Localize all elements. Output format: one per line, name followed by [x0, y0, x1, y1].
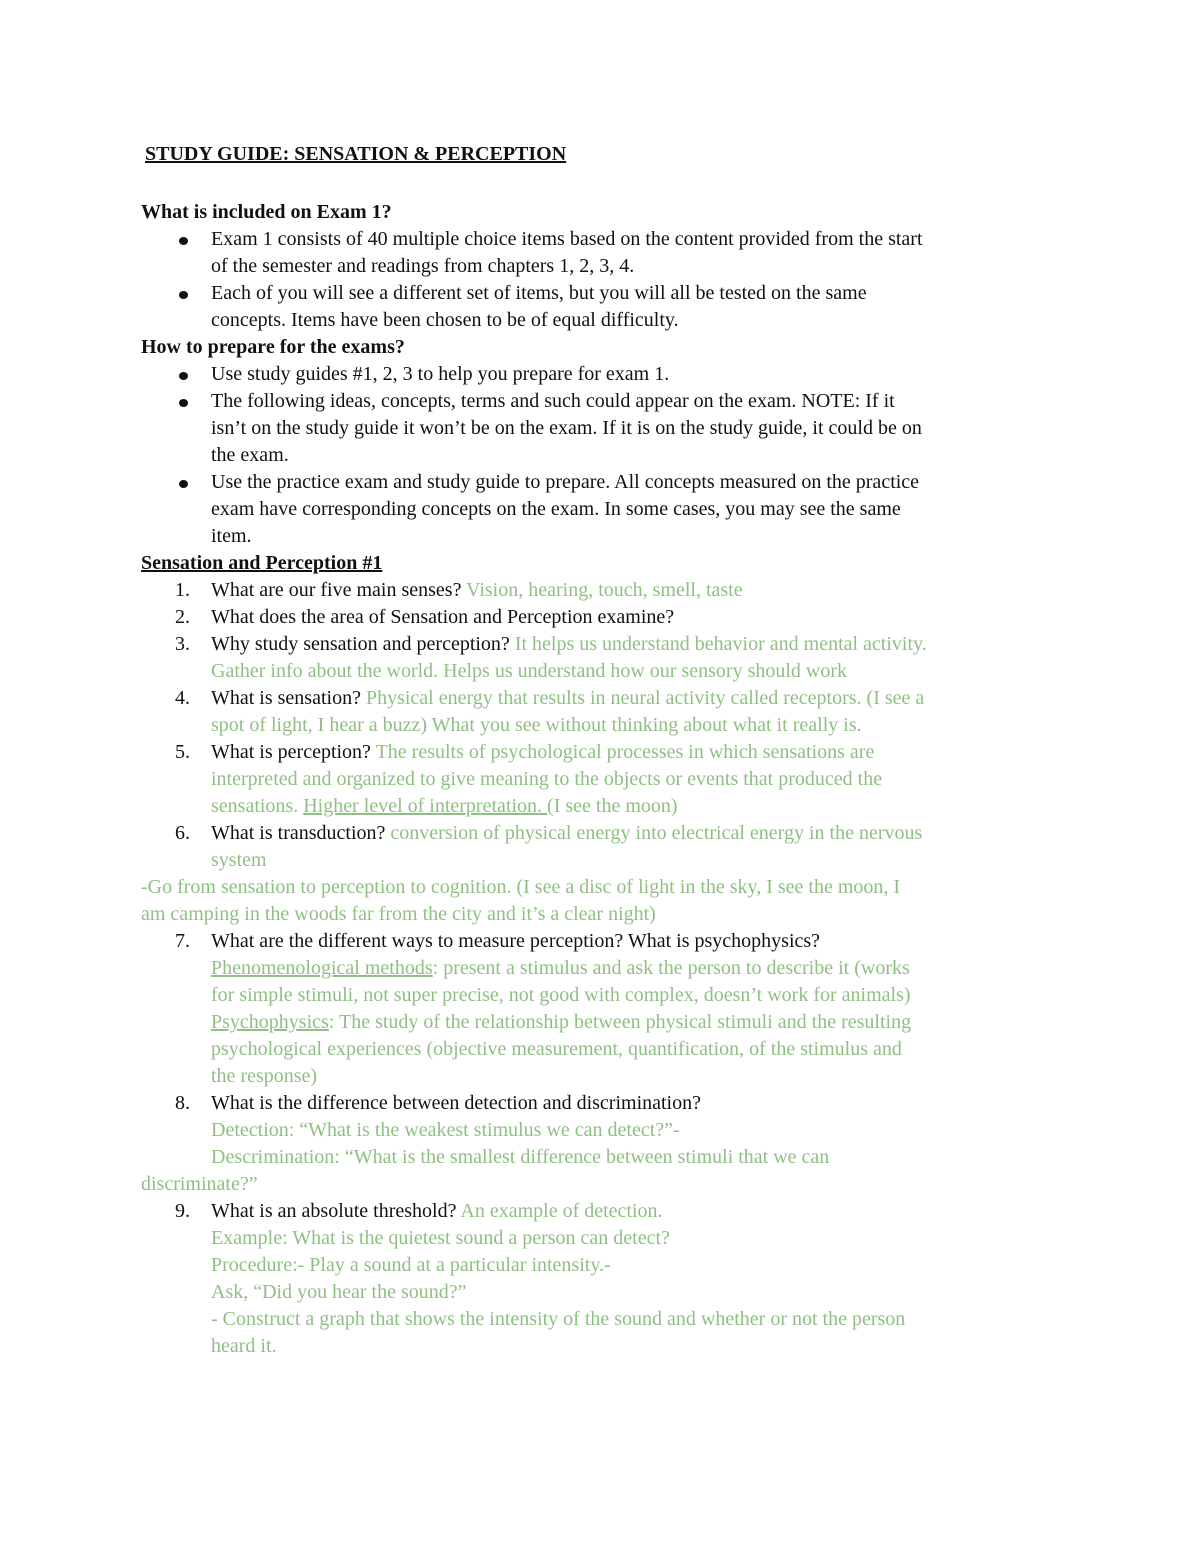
document-body — [141, 141, 1061, 1360]
question-4 — [141, 685, 1061, 739]
bullet-item — [141, 388, 1061, 469]
bullet-text: concepts. Items have been chosen to be of equal difficulty. — [211, 309, 679, 331]
bullet-item — [141, 469, 1061, 550]
bullet-icon — [179, 237, 188, 245]
answer-text: Detection: “What is the weakest stimulus we can detect?”- — [211, 1119, 680, 1141]
question-text: What is transduction? — [211, 822, 391, 844]
bullet-text: of the semester and readings from chapters 1, 2, 3, 4. — [211, 255, 635, 277]
question-text: What is an absolute threshold? — [211, 1200, 461, 1222]
note-text: -Go from sensation to perception to cognition. (I see a disc of light in the sky, I see the moon, I — [141, 876, 901, 898]
question-text: What is the difference between detection and discrimination? — [211, 1092, 701, 1114]
bullet-text: exam have corresponding concepts on the exam. In some cases, you may see the same — [211, 498, 901, 520]
question-text: What is sensation? — [211, 687, 366, 709]
bullet-text: Each of you will see a different set of items, but you will all be tested on the same — [211, 282, 867, 304]
bullet-icon — [179, 291, 188, 299]
question-number: 4. — [175, 687, 190, 709]
bullet-icon — [179, 480, 188, 488]
answer-text: : The study of the relationship between physical stimuli and the resulting — [328, 1011, 912, 1033]
answer-text: (I see the moon) — [547, 795, 678, 817]
bullet-text: Use study guides #1, 2, 3 to help you prepare for exam 1. — [211, 363, 670, 385]
bullet-icon — [179, 399, 188, 407]
answer-text: The results of psychological processes in which sensations are — [375, 741, 875, 763]
bullet-text: The following ideas, concepts, terms and such could appear on the exam. NOTE: If it — [211, 390, 895, 412]
answer-text: : present a stimulus and ask the person to describe it (works — [432, 957, 910, 979]
answer-text: Example: What is the quietest sound a person can detect? — [211, 1227, 670, 1249]
question-text: What is perception? — [211, 741, 376, 763]
bullet-item — [141, 361, 1061, 388]
question-6 — [141, 820, 1061, 874]
page-title: STUDY GUIDE: SENSATION & PERCEPTION — [145, 143, 567, 165]
answer-text: sensations. — [211, 795, 304, 817]
answer-text: Procedure:- Play a sound at a particular intensity.- — [211, 1254, 611, 1276]
bullet-icon — [179, 372, 188, 380]
answer-text: Physical energy that results in neural activity called receptors. (I see a — [365, 687, 925, 709]
bullet-item — [141, 226, 1061, 280]
bullet-item — [141, 280, 1061, 334]
answer-text: Ask, “Did you hear the sound?” — [211, 1281, 467, 1303]
question-number: 9. — [175, 1200, 190, 1222]
term-phenomenological-methods: Phenomenological methods — [211, 957, 433, 979]
question-text: What are the different ways to measure perception? What is psychophysics? — [211, 930, 821, 952]
note-text: am camping in the woods far from the city and it’s a clear night) — [141, 903, 656, 925]
answer-text: Gather info about the world. Helps us understand how our sensory should work — [211, 660, 848, 682]
question-number: 2. — [175, 606, 190, 628]
bullet-text: the exam. — [211, 444, 289, 466]
question-number: 1. — [175, 579, 190, 601]
question-3 — [141, 631, 1061, 685]
exam-heading: What is included on Exam 1? — [141, 201, 392, 223]
section-heading: Sensation and Perception #1 — [141, 552, 383, 574]
question-number: 5. — [175, 741, 190, 763]
answer-text: Descrimination: “What is the smallest difference between stimuli that we can — [211, 1146, 830, 1168]
answer-text: - Construct a graph that shows the intensity of the sound and whether or not the person — [211, 1308, 906, 1330]
answer-text: for simple stimuli, not super precise, not good with complex, doesn’t work for animals) — [211, 984, 911, 1006]
question-7 — [141, 928, 1061, 1090]
question-1 — [141, 577, 1061, 604]
question-9 — [141, 1198, 1061, 1360]
answer-key-phrase: Higher level of interpretation. — [303, 795, 548, 817]
question-text: What are our five main senses? — [211, 579, 467, 601]
prepare-heading: How to prepare for the exams? — [141, 336, 405, 358]
answer-text: discriminate?” — [141, 1173, 258, 1195]
bullet-text: Use the practice exam and study guide to prepare. All concepts measured on the practice — [211, 471, 920, 493]
answer-text: system — [211, 849, 267, 871]
answer-text: heard it. — [211, 1335, 277, 1357]
answer-text: conversion of physical energy into electrical energy in the nervous — [390, 822, 923, 844]
question-number: 8. — [175, 1092, 190, 1114]
question-number: 6. — [175, 822, 190, 844]
question-2 — [141, 604, 1061, 631]
answer-text: psychological experiences (objective measurement, quantification, of the stimulus and — [211, 1038, 902, 1060]
bullet-text: isn’t on the study guide it won’t be on the exam. If it is on the study guide, it could be on — [211, 417, 922, 439]
answer-text: interpreted and organized to give meaning to the objects or events that produced the — [211, 768, 883, 790]
question-number: 7. — [175, 930, 190, 952]
question-number: 3. — [175, 633, 190, 655]
bullet-text: item. — [211, 525, 252, 547]
bullet-text: Exam 1 consists of 40 multiple choice items based on the content provided from the start — [211, 228, 923, 250]
question-text: Why study sensation and perception? — [211, 633, 515, 655]
flow-note — [141, 874, 1061, 928]
question-8 — [141, 1090, 1061, 1171]
answer-text: the response) — [211, 1065, 318, 1087]
spacer — [141, 168, 1061, 199]
question-5 — [141, 739, 1061, 820]
term-psychophysics: Psychophysics — [211, 1011, 329, 1033]
question-text: What does the area of Sensation and Perception examine? — [211, 606, 675, 628]
answer-text: An example of detection. — [460, 1200, 663, 1222]
answer-text: It helps us understand behavior and mental activity. — [514, 633, 927, 655]
answer-text: Vision, hearing, touch, smell, taste — [466, 579, 743, 601]
answer-text: spot of light, I hear a buzz) What you see without thinking about what it really is. — [211, 714, 862, 736]
